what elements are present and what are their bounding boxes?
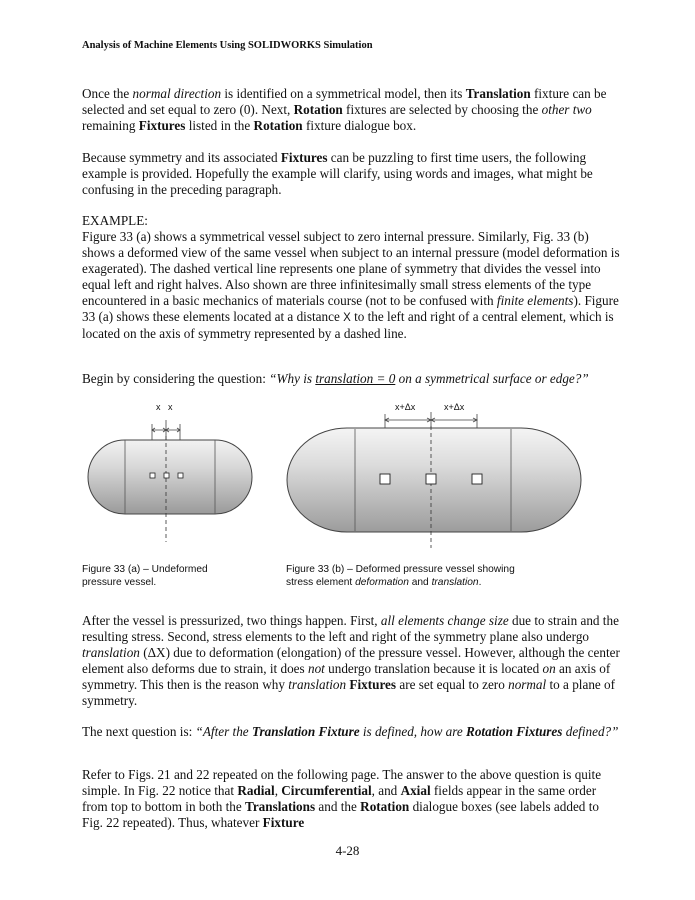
page-number: 4-28 [335,843,360,858]
paragraph-6: The next question is: “After the Translation Fixture is defined, how are Rotation Fixtures defined?” [82,724,619,739]
paragraph-1: Once the normal direction is identified on a symmetrical model, then its Translation fixture can be selected and set equal to zero (0). Next, Rotation fixtures are selected by choosing the other two remaining Fixtures listed in the Rotation fixture dialogue box. [82,86,607,133]
paragraph-5: After the vessel is pressurized, two things happen. First, all elements change size due to strain and the resulting stress. Second, stress elements to the left and right of the symmetry plane also undergo translation (ΔX) due to deformation (elongation) of the pressure vessel. However, although the center element also deforms due to strain, it does not undergo translation because it is located on an axis of symmetry. This then is the reason why translation Fixtures are set equal to zero normal to a plane of symmetry. [82,613,620,708]
paragraph-2: Because symmetry and its associated Fixtures can be puzzling to first time users, the following example is provided. Hopefully the example will clarify, using words and images, what might be confusing in the preceding paragraph. [82,150,593,197]
paragraph-4: Begin by considering the question: “Why is translation = 0 on a symmetrical surface or edge?” [82,371,589,386]
fig-a-caption: Figure 33 (a) – Undeformed pressure vessel. [82,564,208,588]
example-heading: EXAMPLE: [82,213,148,228]
fig-a-x-labels: x x [156,402,173,412]
paragraph-3: Figure 33 (a) shows a symmetrical vessel subject to zero internal pressure. Similarly, Fig. 33 (b) shows a deformed view of the same vessel when subject to an internal pressure (model deformation is exagerated). The dashed vertical line represents one plane of symmetry that divides the vessel into equal left and right halves. Also shown are three infinitesimally small stress elements of the type encountered in a basic mechanics of materials course (not to be confused with finite elements). Figure 33 (a) shows these elements located at a distance X to the left and right of a central element, which is located on the axis of symmetry represented by a dashed line. [82,229,620,341]
fig-b-label-right: x+Δx [444,402,465,412]
fig-b-caption: Figure 33 (b) – Deformed pressure vessel showing stress element deformation and translation. [286,564,515,588]
fig-a-undeformed-vessel [80,410,260,550]
running-header: Analysis of Machine Elements Using SOLIDWORKS Simulation [82,40,373,51]
fig-b-label-left: x+Δx [395,402,416,412]
fig-b-deformed-vessel [285,412,585,552]
paragraph-7: Refer to Figs. 21 and 22 repeated on the following page. The answer to the above question is quite simple. In Fig. 22 notice that Radial, Circumferential, and Axial fields appear in the same order from top to bottom in both the Translations and the Rotation dialogue boxes (see labels added to Fig. 22 repeated). Thus, whatever Fixture [82,767,602,830]
